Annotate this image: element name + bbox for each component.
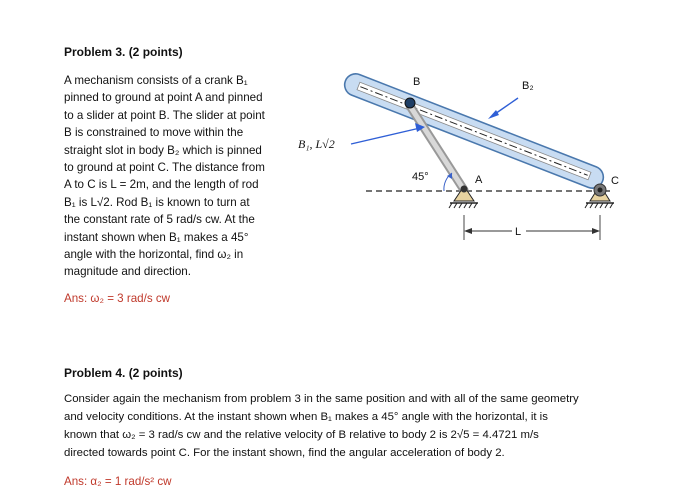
- problem-3-line: A mechanism consists of a crank B₁: [64, 74, 248, 87]
- problem-4-line: Consider again the mechanism from problem 3 in the same position and with all of the same geometry: [64, 393, 579, 405]
- problem-3-title: Problem 3. (2 points): [64, 45, 183, 59]
- problem-4-line: and velocity conditions. At the instant shown when B₁ makes a 45° angle with the horizontal, it is: [64, 411, 548, 423]
- problem-3-line: magnitude and direction.: [64, 265, 191, 279]
- slider-b-pin: [405, 98, 415, 108]
- problem-3-answer: Ans: ω₂ = 3 rad/s cw: [64, 292, 171, 305]
- label-b2: B₂: [522, 80, 534, 92]
- label-b: B: [413, 76, 421, 88]
- problem-4-answer: Ans: α₂ = 1 rad/s² cw: [64, 475, 172, 488]
- dimension-l: [464, 215, 600, 240]
- pin-a-support: [449, 186, 478, 209]
- problem-3-line: B₁ is L√2. Rod B₁ is known to turn at: [64, 195, 250, 209]
- problem-3-line: straight slot in body B₂ which is pinned: [64, 143, 262, 157]
- problem-4-body: [64, 390, 664, 462]
- slotted-body-b2: [341, 71, 606, 192]
- label-l: L: [515, 226, 522, 238]
- b2-callout-arrow: [488, 98, 518, 119]
- problem-4-title: Problem 4. (2 points): [64, 366, 183, 380]
- problem-3-line: instant shown when B₁ makes a 45°: [64, 230, 249, 244]
- label-a: A: [475, 174, 483, 186]
- problem-3-line: B is constrained to move within the: [64, 126, 244, 140]
- problem-3-line: angle with the horizontal, find ω₂ in: [64, 248, 244, 262]
- problem-4-line: known that ω₂ = 3 rad/s cw and the relative velocity of B relative to body 2 is 2√5 = 4.4721 m/s: [64, 429, 539, 441]
- label-angle: 45°: [412, 171, 429, 183]
- problem-3-line: to a slider at point B. The slider at point: [64, 108, 265, 122]
- problem-3-line: A to C is L = 2m, and the length of rod: [64, 178, 259, 192]
- problem-3-line: the constant rate of 5 rad/s cw. At the: [64, 213, 255, 227]
- problem-3-line: to ground at point C. The distance from: [64, 161, 265, 175]
- b1-callout-arrow: [351, 123, 425, 144]
- problem-4-line: directed towards point C. For the instant shown, find the angular acceleration of body 2.: [64, 447, 505, 459]
- problem-3-line: pinned to ground at point A and pinned: [64, 91, 263, 105]
- label-b1-length: B₁, L√2: [298, 137, 335, 151]
- label-c: C: [611, 175, 619, 187]
